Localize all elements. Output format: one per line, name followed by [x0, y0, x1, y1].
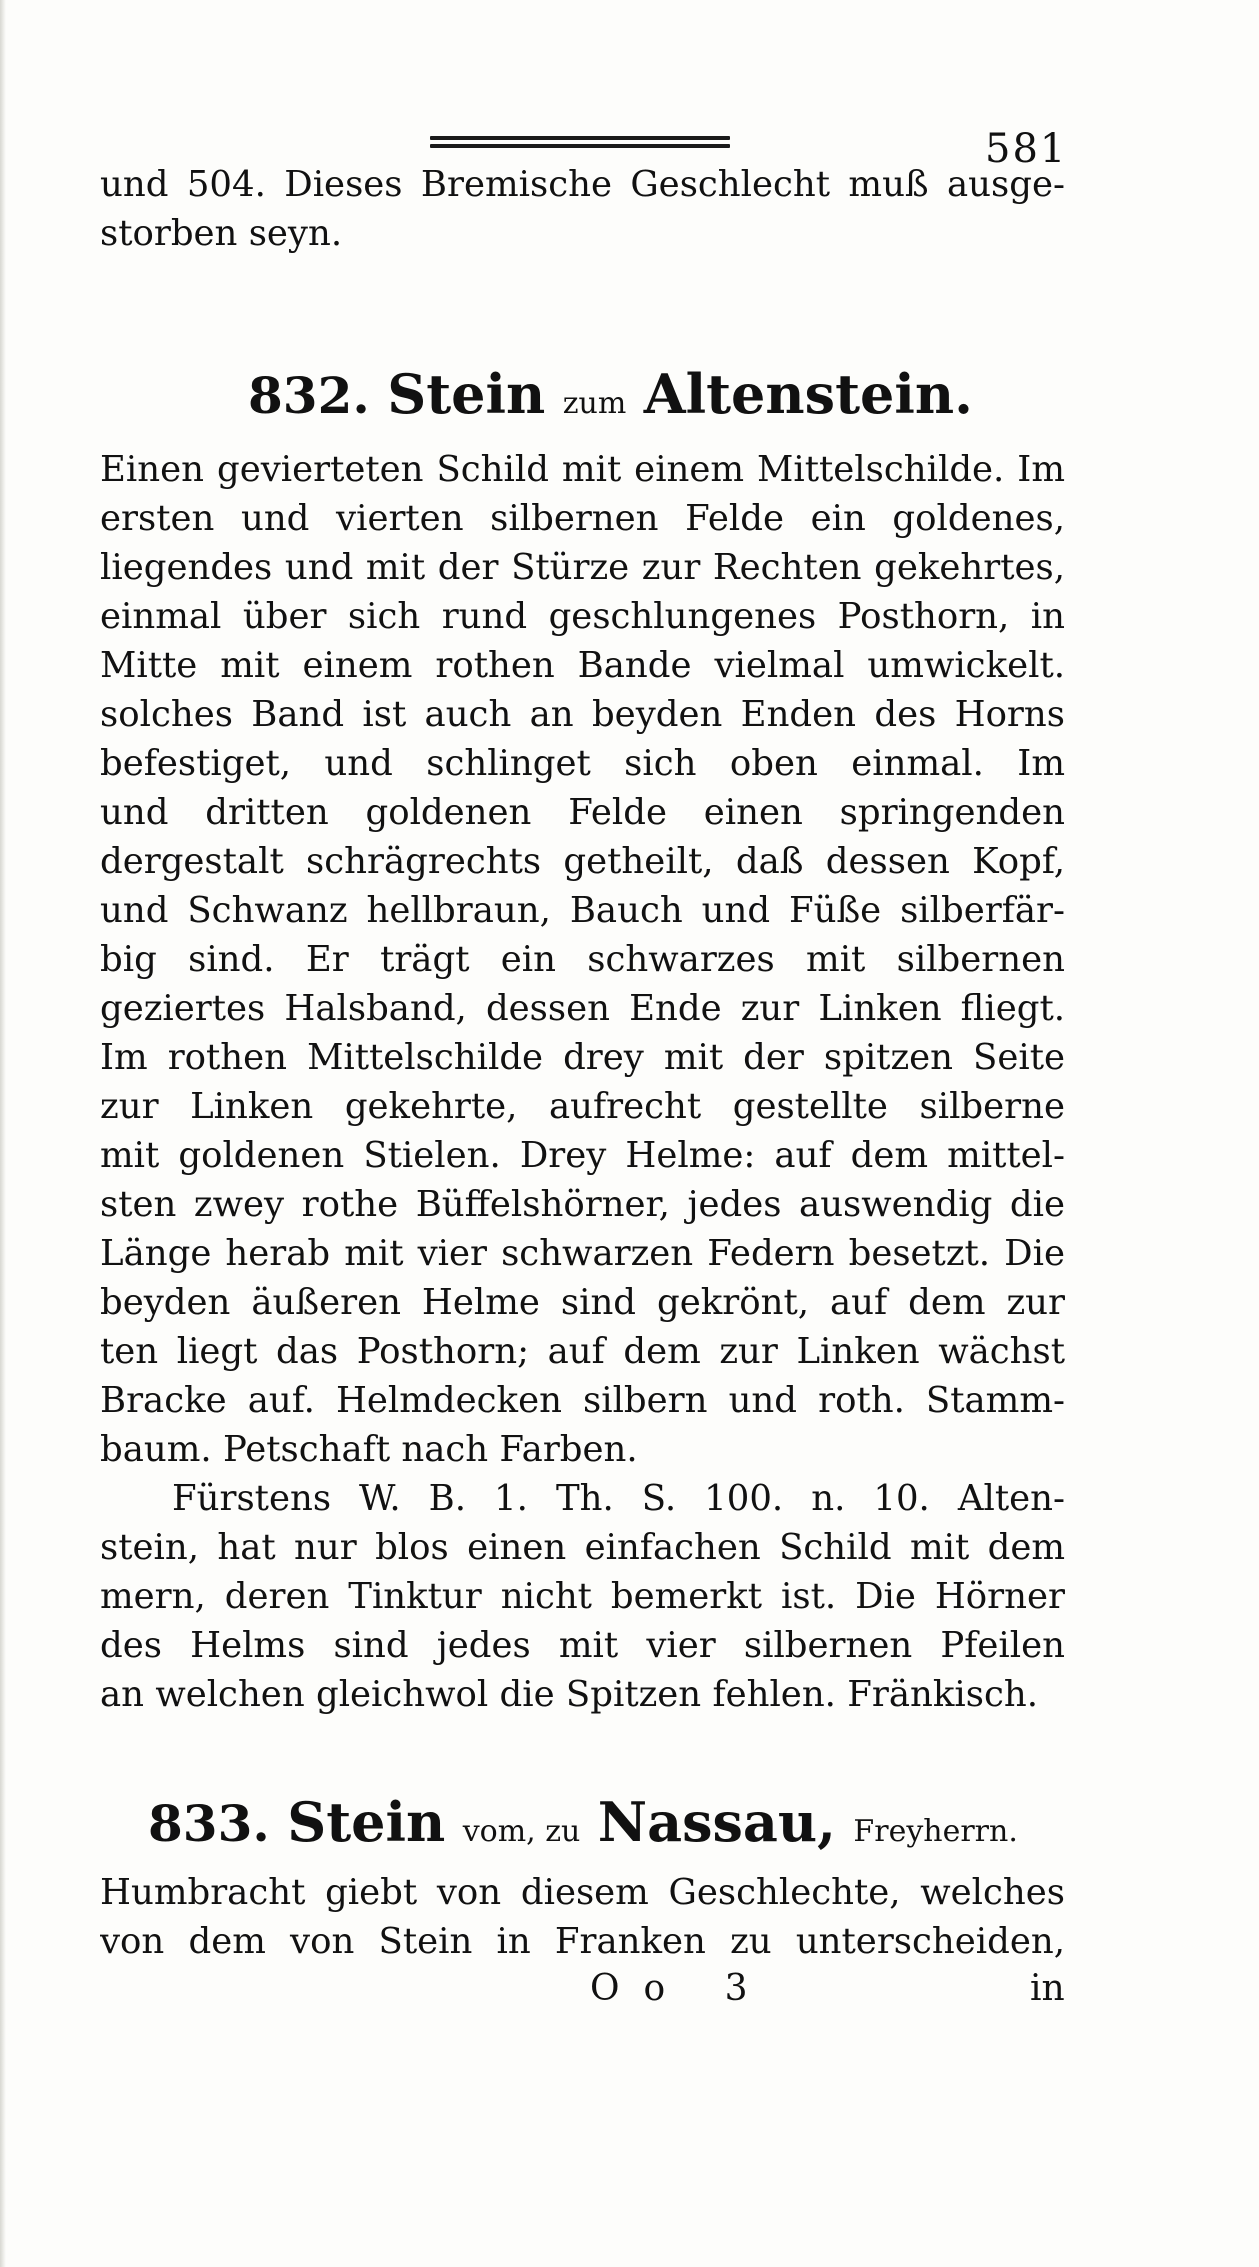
- body-line: und dritten goldenen Felde einen springenden: [100, 792, 1065, 833]
- body-line: ersten und vierten silbernen Felde ein goldenes,: [100, 498, 1065, 539]
- body-line: von dem von Stein in Franken zu unterscheiden,: [100, 1921, 1065, 1962]
- body-line: dergestalt schrägrechts getheilt, daß dessen Kopf,: [100, 841, 1065, 882]
- catchword: in: [1030, 1968, 1065, 2009]
- header-rule: [430, 136, 730, 152]
- body-line: beyden äußeren Helme sind gekrönt, auf dem zur: [100, 1282, 1065, 1323]
- body-line: Im rothen Mittelschilde drey mit der spitzen Seite: [100, 1037, 1065, 1078]
- body-line: solches Band ist auch an beyden Enden des Horns: [100, 694, 1065, 735]
- body-line: baum. Petschaft nach Farben.: [100, 1429, 638, 1470]
- entry-832-title-altenstein: Altenstein.: [643, 362, 973, 426]
- body-line: Einen gevierteten Schild mit einem Mittelschilde. Im: [100, 449, 1065, 490]
- intro-paragraph: [100, 160, 1065, 258]
- note-line: stein, hat nur blos einen einfachen Schild mit dem: [100, 1527, 1065, 1568]
- body-line: Mitte mit einem rothen Bande vielmal umwickelt.: [100, 645, 1065, 686]
- entry-833-title-nassau: Nassau,: [597, 1790, 836, 1854]
- entry-832-title-zum: zum: [562, 386, 627, 421]
- body-line: ten liegt das Posthorn; auf dem zur Linken wächst: [100, 1331, 1065, 1372]
- intro-line: und 504. Dieses Bremische Geschlecht muß ausge-: [100, 164, 1065, 205]
- entry-833-description: [100, 1868, 1065, 1966]
- body-line: Humbracht giebt von diesem Geschlechte, welches: [100, 1872, 1065, 1913]
- body-line: Bracke auf. Helmdecken silbern und roth. Stamm-: [100, 1380, 1065, 1421]
- body-line: big sind. Er trägt ein schwarzes mit silbernen: [100, 939, 1065, 980]
- entry-833-heading: [148, 1790, 1018, 1854]
- note-line: mern, deren Tinktur nicht bemerkt ist. Die Hörner: [100, 1576, 1065, 1617]
- entry-832-number: 832.: [248, 366, 370, 425]
- body-line: mit goldenen Stielen. Drey Helme: auf dem mittel-: [100, 1135, 1065, 1176]
- page-edge-shadow: [0, 0, 6, 2267]
- body-line: und Schwanz hellbraun, Bauch und Füße silberfär-: [100, 890, 1065, 931]
- note-line: Fürstens W. B. 1. Th. S. 100. n. 10. Alten-: [172, 1478, 1065, 1519]
- body-line: geziertes Halsband, dessen Ende zur Linken fliegt.: [100, 988, 1065, 1029]
- body-line: sten zwey rothe Büffelshörner, jedes auswendig die: [100, 1184, 1065, 1225]
- body-line: einmal über sich rund geschlungenes Posthorn, in: [100, 596, 1065, 637]
- body-line: zur Linken gekehrte, aufrecht gestellte silberne: [100, 1086, 1065, 1127]
- entry-833-title-freyherrn: Freyherrn.: [853, 1814, 1018, 1849]
- note-line: an welchen gleichwol die Spitzen fehlen. Fränkisch.: [100, 1674, 1038, 1715]
- entry-832-reference-note: [100, 1474, 1065, 1719]
- page-number: 581: [985, 126, 1068, 172]
- entry-833-title-vom-zu: vom, zu: [462, 1814, 581, 1849]
- entry-833-title-stein: Stein: [287, 1790, 446, 1854]
- signature-mark: Oo 3: [590, 1968, 772, 2009]
- entry-833-number: 833.: [148, 1794, 270, 1853]
- intro-line: storben seyn.: [100, 213, 343, 254]
- body-line: liegendes und mit der Stürze zur Rechten gekehrtes,: [100, 547, 1065, 588]
- note-line: des Helms sind jedes mit vier silbernen Pfeilen: [100, 1625, 1065, 1666]
- body-line: Länge herab mit vier schwarzen Federn besetzt. Die: [100, 1233, 1065, 1274]
- entry-832-heading: [248, 362, 973, 426]
- entry-832-title-stein: Stein: [387, 362, 546, 426]
- entry-832-description: [100, 445, 1065, 1474]
- body-line: befestiget, und schlinget sich oben einmal. Im: [100, 743, 1065, 784]
